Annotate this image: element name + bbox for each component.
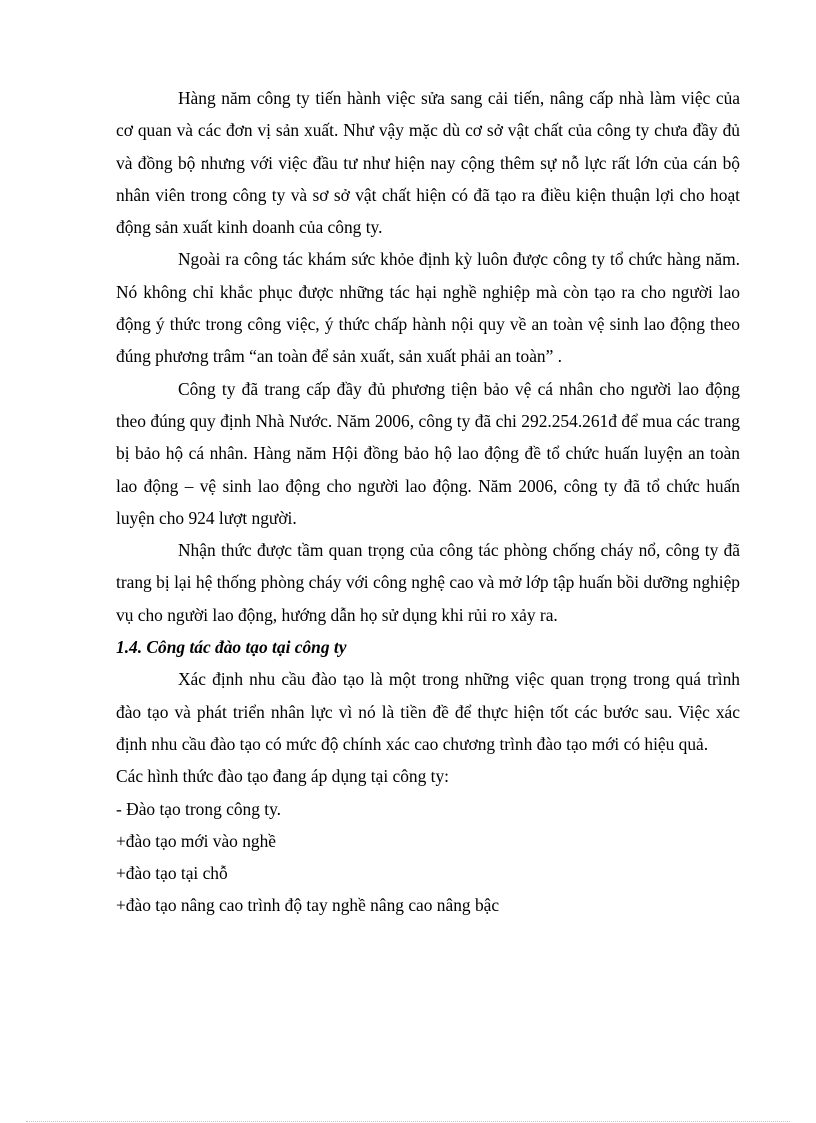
paragraph-fire-prevention: Nhận thức được tầm quan trọng của công tác phòng chống cháy nổ, công ty đã trang bị lại hệ thống phòng cháy với công nghệ cao và mở lớp tập huấn bồi dưỡng nghiệp vụ cho người lao động, hướng dẫn họ sử dụng khi rủi ro xảy ra. — [116, 540, 740, 625]
document-page — [116, 82, 740, 922]
page-bottom-divider — [26, 1121, 790, 1122]
training-forms-intro: Các hình thức đào tạo đang áp dụng tại công ty: — [116, 766, 450, 787]
list-item: +đào tạo nâng cao trình độ tay nghề nâng cao nâng bậc — [116, 895, 500, 916]
list-item: - Đào tạo trong công ty. — [116, 798, 282, 819]
list-item: +đào tạo tại chỗ — [116, 863, 228, 884]
paragraph-protective-equipment: Công ty đã trang cấp đầy đủ phương tiện bảo vệ cá nhân cho người lao động theo đúng quy định Nhà Nước. Năm 2006, công ty đã chi 292.254.261đ để mua các trang bị bảo hộ cá nhân. Hàng năm Hội đồng bảo hộ lao động đề tổ chức huấn luyện an toàn lao động – vệ sinh lao động cho người lao động. Năm 2006, công ty đã tổ chức huấn luyện cho 924 lượt người. — [116, 378, 740, 528]
list-item: +đào tạo mới vào nghề — [116, 830, 277, 851]
paragraph-facility-upgrade: Hàng năm công ty tiến hành việc sửa sang cải tiến, nâng cấp nhà làm việc của cơ quan và các đơn vị sản xuất. Như vậy mặc dù cơ sở vật chất của công ty chưa đầy đủ và đồng bộ nhưng với việc đầu tư như hiện nay cộng thêm sự nỗ lực rất lớn của cán bộ nhân viên trong công ty và sơ sở vật chất hiện có đã tạo ra điều kiện thuận lợi cho hoạt động sản xuất kinh doanh của công ty. — [116, 88, 740, 238]
paragraph-training-needs: Xác định nhu cầu đào tạo là một trong những việc quan trọng trong quá trình đào tạo và phát triển nhân lực vì nó là tiền đề để thực hiện tốt các bước sau. Việc xác định nhu cầu đào tạo có mức độ chính xác cao chương trình đào tạo mới có hiệu quả. — [116, 669, 740, 754]
section-heading: 1.4. Công tác đào tạo tại công ty — [116, 637, 347, 658]
paragraph-health-check: Ngoài ra công tác khám sức khỏe định kỳ luôn được công ty tổ chức hàng năm. Nó không chỉ khắc phục được những tác hại nghề nghiệp mà còn tạo ra cho người lao động ý thức trong công việc, ý thức chấp hành nội quy về an toàn vệ sinh lao động theo đúng phương trâm “an toàn để sản xuất, sản xuất phải an toàn” . — [116, 249, 740, 367]
